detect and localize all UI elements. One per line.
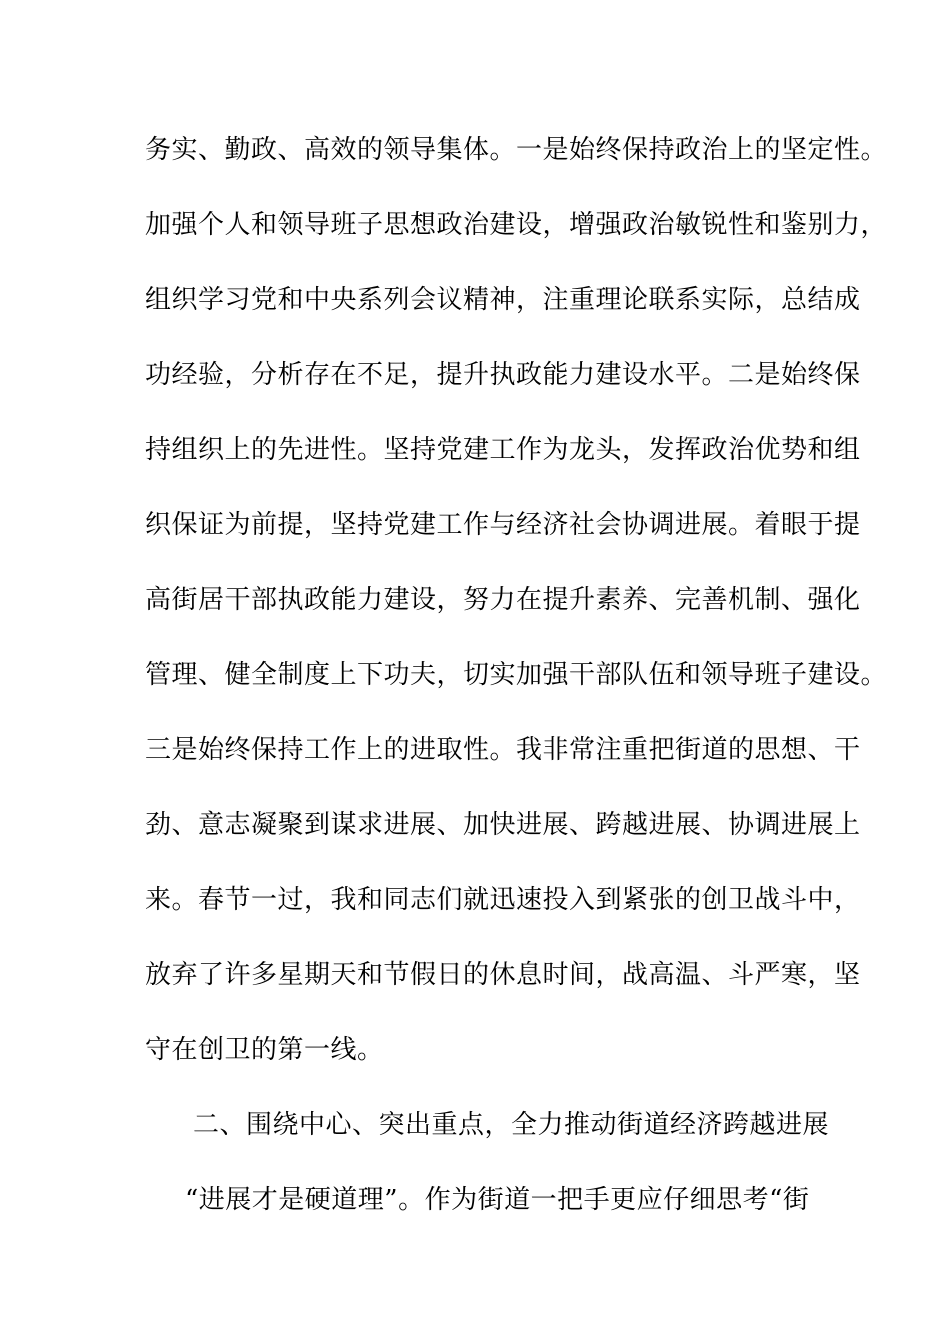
paragraph-line: 放弃了许多星期天和节假日的休息时间，战高温、斗严寒，坚 <box>145 960 861 990</box>
paragraph-line: 高街居干部执政能力建设，努力在提升素养、完善机制、强化 <box>145 585 861 615</box>
paragraph-line: 劲、意志凝聚到谋求进展、加快进展、跨越进展、协调进展上 <box>145 810 861 840</box>
paragraph-line: “进展才是硬道理”。作为街道一把手更应仔细思考“街 <box>185 1185 810 1215</box>
paragraph-line: 三是始终保持工作上的进取性。我非常注重把街道的思想、干 <box>145 735 861 765</box>
paragraph-line: 织保证为前提，坚持党建工作与经济社会协调进展。着眼于提 <box>145 510 861 540</box>
paragraph-line: 守在创卫的第一线。 <box>145 1035 384 1065</box>
paragraph-line: 组织学习党和中央系列会议精神，注重理论联系实际，总结成 <box>145 285 861 315</box>
section-heading: 二、围绕中心、突出重点，全力推动街道经济跨越进展 <box>193 1110 830 1140</box>
paragraph-line: 务实、勤政、高效的领导集体。一是始终保持政治上的坚定性。 <box>145 135 888 165</box>
paragraph-line: 持组织上的先进性。坚持党建工作为龙头，发挥政治优势和组 <box>145 435 861 465</box>
paragraph-line: 功经验，分析存在不足，提升执政能力建设水平。二是始终保 <box>145 360 861 390</box>
paragraph-line: 加强个人和领导班子思想政治建设，增强政治敏锐性和鉴别力， <box>145 210 888 240</box>
paragraph-line: 管理、健全制度上下功夫，切实加强干部队伍和领导班子建设。 <box>145 660 888 690</box>
paragraph-line: 来。春节一过，我和同志们就迅速投入到紧张的创卫战斗中， <box>145 885 861 915</box>
